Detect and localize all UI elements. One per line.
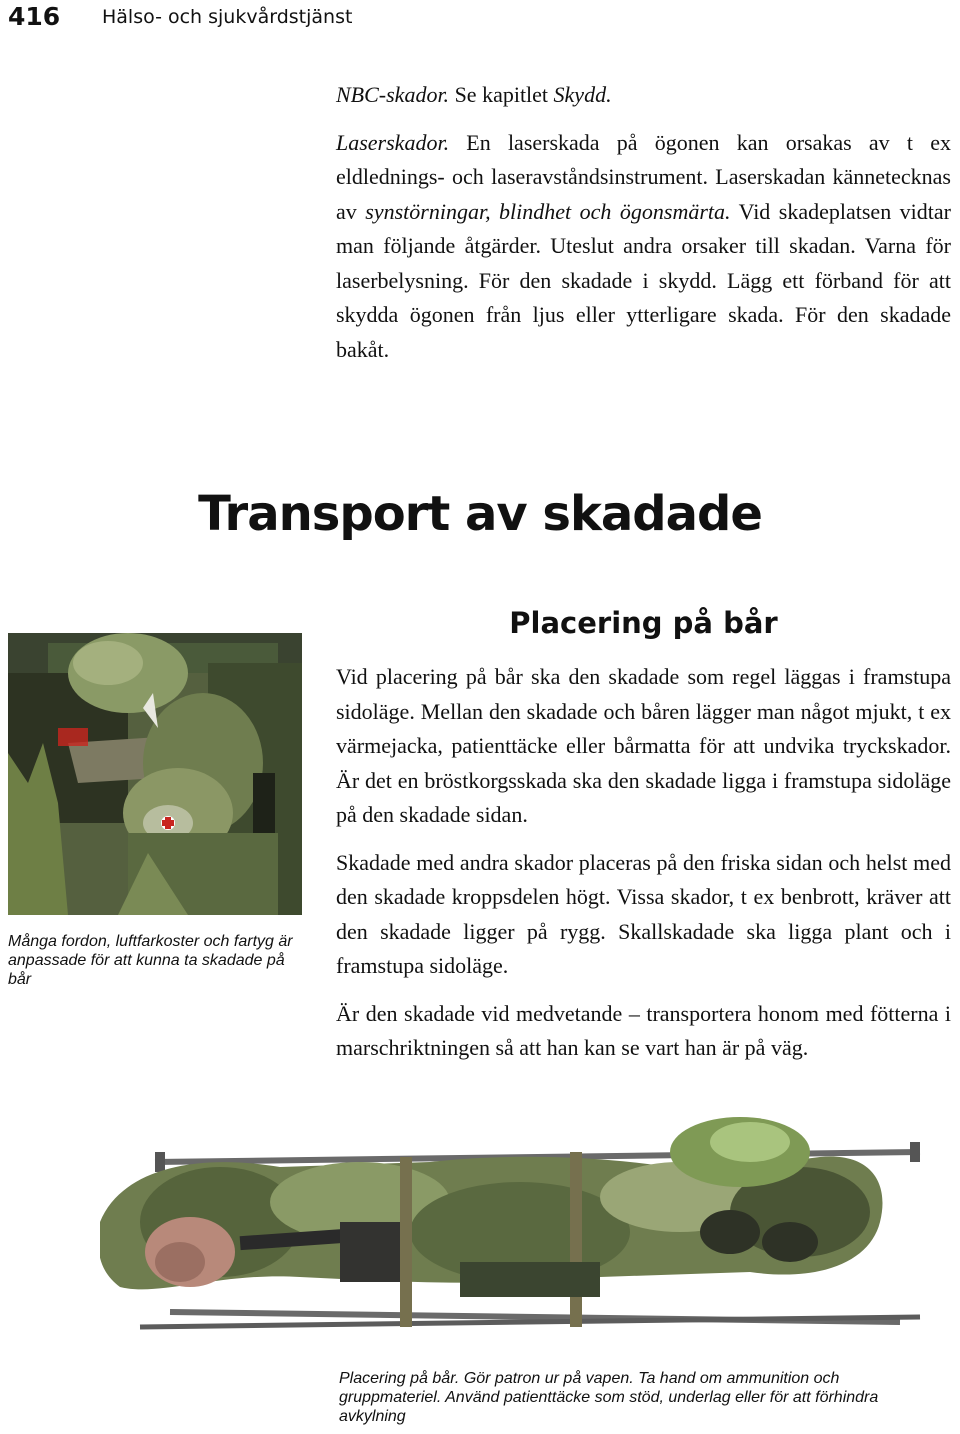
- nbc-text: Se kapitlet: [449, 82, 554, 107]
- laser-text-2: Vid skadeplatsen vidtar man följande åtgärder. Uteslut andra orsaker till skadan. Varna för laserbelysning. För den skadade i skydd. Lägg ett förband för att skydda ögonen från ljus eller ytterligare skada. För den skadade bakåt.: [336, 198, 952, 362]
- page-number: 416: [8, 2, 61, 31]
- section-title: Transport av skadade: [198, 486, 762, 542]
- nbc-term: NBC-skador.: [336, 82, 450, 107]
- stretcher-text: [336, 660, 951, 1079]
- paragraph-1: Vid placering på bår ska den skadade som regel läggas i framstupa sidoläge. Mellan den skadade och båren lägger man något mjukt, t ex värmejacka, patienttäcke eller bårmatta för att undvika tryckskador. Är det en bröstkorgsskada ska den skadade ligga i framstupa sidoläge på den skadade sidan.: [336, 664, 951, 827]
- running-title: Hälso- och sjukvårdstjänst: [102, 6, 353, 28]
- laser-text-1: En laserskada på ögonen kan orsakas av t ex eldlednings- och laseravståndsinstrument. Laserskadan kännetecknas av: [336, 129, 951, 224]
- stretcher-photo: [100, 1112, 955, 1357]
- nbc-paragraph: [336, 78, 951, 113]
- stretcher-photo-caption: Placering på bår. Gör patron ur på vapen. Ta hand om ammunition och gruppmateriel. Använd patienttäcke som stöd, underlag eller för att förhindra avkylning: [339, 1370, 879, 1425]
- laser-paragraph: [336, 126, 951, 368]
- paragraph-2: Skadade med andra skador placeras på den friska sidan och helst med den skadade kroppsdelen högt. Vissa skador, t ex benbrott, kräver att den skadade ligger på rygg. Skallskadade ska ligga plant och i framstupa sidoläge.: [336, 849, 951, 978]
- laser-term: Laserskador.: [336, 129, 450, 155]
- vehicle-photo-caption: Många fordon, luftfarkoster och fartyg är anpassade för att kunna ta skadade på bår: [8, 933, 293, 988]
- paragraph-3: Är den skadade vid medvetande – transportera honom med fötterna i marschriktningen så att han kan se vart han är på väg.: [336, 1000, 951, 1060]
- vehicle-loading-photo: [8, 633, 302, 915]
- nbc-reference: Skydd.: [553, 82, 612, 107]
- laser-symptoms: synstörningar, blindhet och ögonsmärta.: [365, 198, 731, 224]
- intro-text: [336, 78, 951, 380]
- subsection-title: Placering på bår: [509, 606, 778, 640]
- page-header: [0, 0, 960, 38]
